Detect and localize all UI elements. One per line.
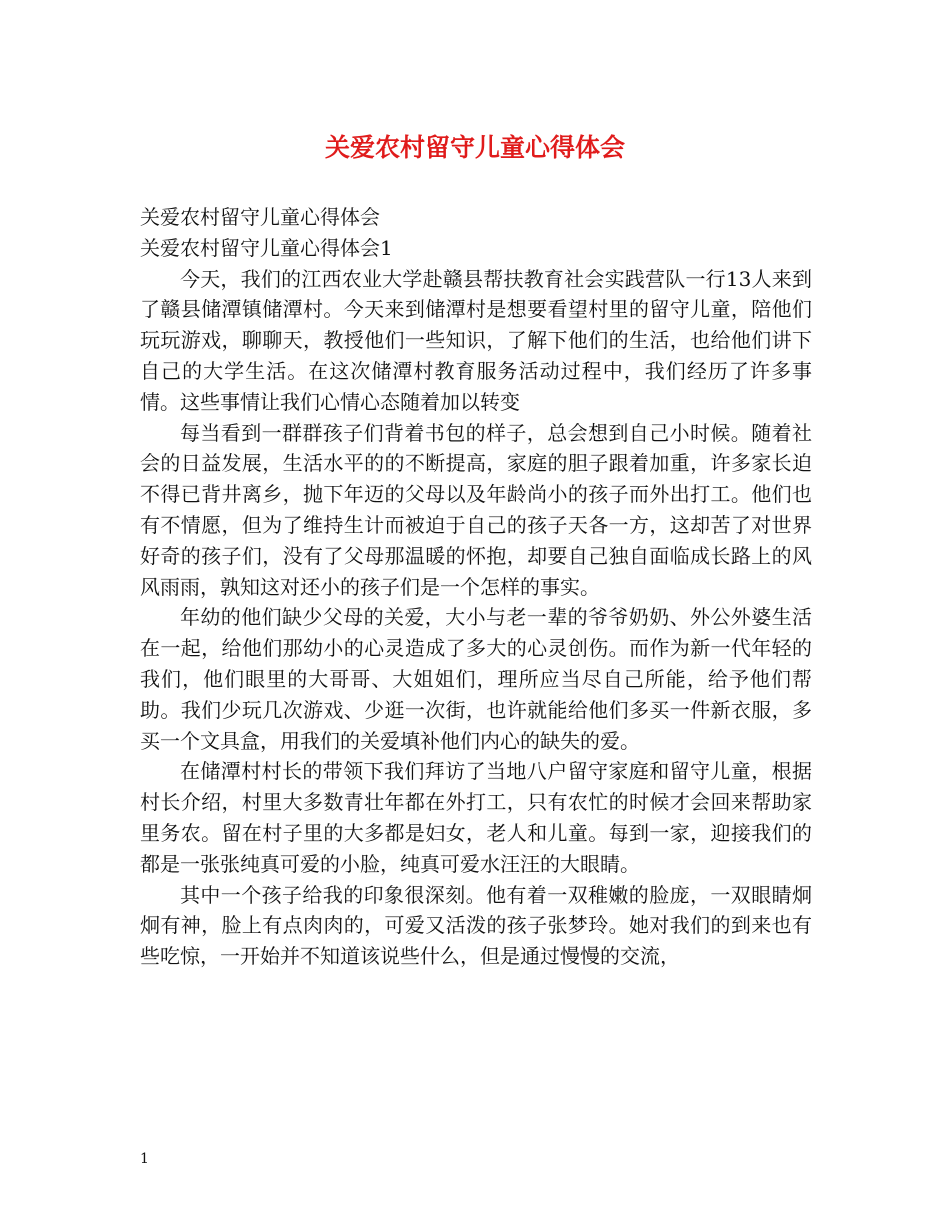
body-paragraph-4: 在储潭村村长的带领下我们拜访了当地八户留守家庭和留守儿童，根据村长介绍，村里大多数青壮年都在外打工，只有农忙的时候才会回来帮助家里务农。留在村子里的大多都是妇女，老人和儿童。每到一家，迎接我们的都是一张张纯真可爱的小脸，纯真可爱水汪汪的大眼睛。 <box>140 759 812 876</box>
body-paragraph-3: 年幼的他们缺少父母的关爱，大小与老一辈的爷爷奶奶、外公外婆生活在一起，给他们那幼小的心灵造成了多大的心灵创伤。而作为新一代年轻的我们，他们眼里的大哥哥、大姐姐们，理所应当尽自己所能，给予他们帮助。我们少玩几次游戏、少逛一次街，也许就能给他们多买一件新衣服，多买一个文具盒，用我们的关爱填补他们内心的缺失的爱。 <box>140 605 812 753</box>
document-title: 关爱农村留守儿童心得体会 <box>324 133 625 162</box>
page-number: 1 <box>140 1151 149 1167</box>
body-paragraph-1: 今天，我们的江西农业大学赴赣县帮扶教育社会实践营队一行13人来到了赣县储潭镇储潭村。今天来到储潭村是想要看望村里的留守儿童，陪他们玩玩游戏，聊聊天，教授他们一些知识，了解下他们的生活，也给他们讲下自己的大学生活。在这次储潭村教育服务活动过程中，我们经历了许多事情。这些事情让我们心情心态随着加以转变 <box>140 266 812 414</box>
subheading-line: 关爱农村留守儿童心得体会 <box>140 205 380 229</box>
subheading-line-numbered: 关爱农村留守儿童心得体会1 <box>140 235 393 260</box>
body-paragraph-2: 每当看到一群群孩子们背着书包的样子，总会想到自己小时候。随着社会的日益发展，生活水平的的不断提高，家庭的胆子跟着加重，许多家长迫不得已背井离乡，抛下年迈的父母以及年龄尚小的孩子而外出打工。他们也有不情愿，但为了维持生计而被迫于自己的孩子天各一方，这却苦了对世界好奇的孩子们，没有了父母那温暖的怀抱，却要自己独自面临成长路上的风风雨雨，孰知这对还小的孩子们是一个怎样的事实。 <box>140 420 812 599</box>
body-paragraph-5: 其中一个孩子给我的印象很深刻。他有着一双稚嫩的脸庞，一双眼睛炯炯有神，脸上有点肉肉的，可爱又活泼的孩子张梦玲。她对我们的到来也有些吃惊，一开始并不知道该说些什么，但是通过慢慢的交流， <box>140 882 812 969</box>
document-body <box>140 202 812 972</box>
